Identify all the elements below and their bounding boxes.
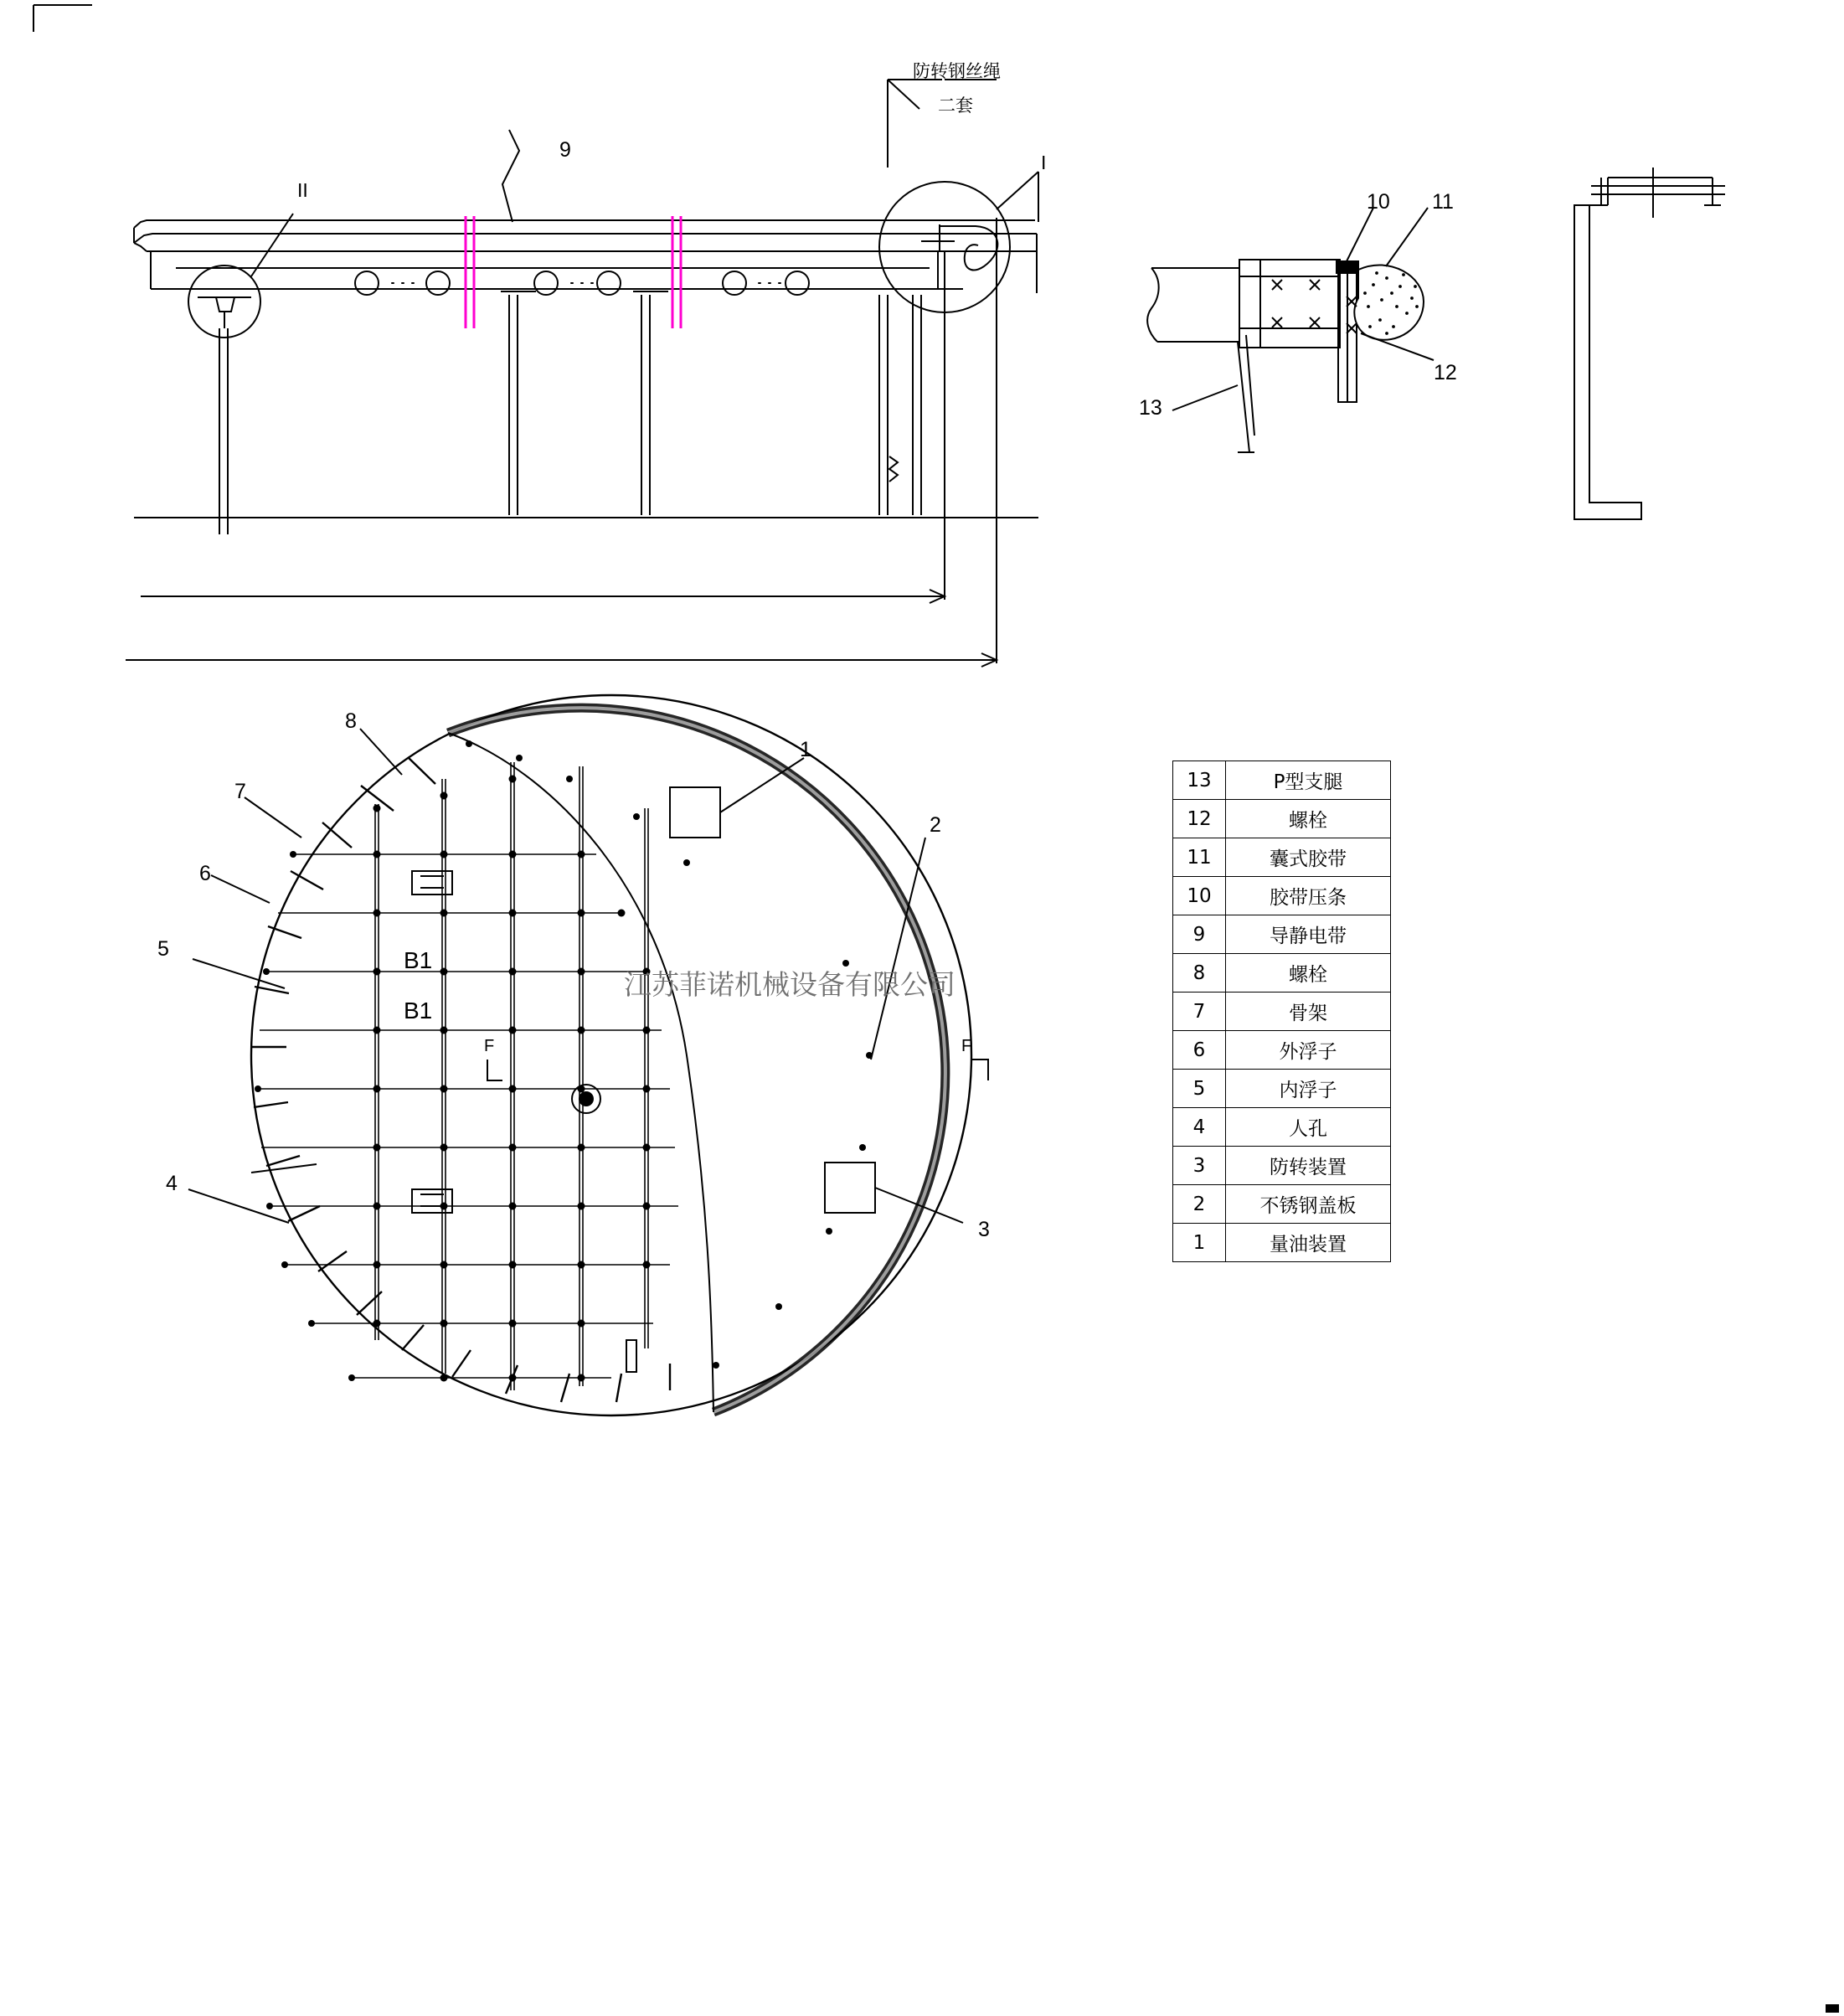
callout-detail-10: 10 (1367, 190, 1390, 214)
bom-item-number: 1 (1173, 1224, 1226, 1262)
plate-mark-b1-lower: B1 (404, 998, 433, 1023)
sheet-corner-marker (1826, 2004, 1839, 2013)
bom-item-number: 11 (1173, 838, 1226, 877)
bom-row (1173, 877, 1391, 915)
bom-item-name: 螺栓 (1226, 800, 1391, 838)
bom-item-number: 8 (1173, 954, 1226, 993)
callout-detail-11: 11 (1432, 190, 1454, 214)
note-two-sets: 二套 (938, 95, 973, 116)
bom-item-number: 5 (1173, 1070, 1226, 1108)
bom-row (1173, 954, 1391, 993)
bom-row (1173, 1147, 1391, 1185)
callout-plan-8: 8 (345, 709, 357, 733)
bom-item-number: 13 (1173, 761, 1226, 800)
callout-elevation-9: 9 (559, 138, 571, 162)
bom-item-name: 螺栓 (1226, 954, 1391, 993)
bom-item-name: P型支腿 (1226, 761, 1391, 800)
callout-plan-4: 4 (166, 1172, 178, 1195)
plate-mark-b1-upper: B1 (404, 947, 433, 973)
detail-mark-ii: II (297, 179, 308, 201)
detail-mark-i: I (1041, 152, 1047, 173)
bom-row (1173, 1185, 1391, 1224)
bom-item-name: 防转装置 (1226, 1147, 1391, 1185)
bom-row (1173, 1108, 1391, 1147)
bom-item-name: 导静电带 (1226, 915, 1391, 954)
callout-plan-5: 5 (157, 937, 169, 961)
bom-item-name: 外浮子 (1226, 1031, 1391, 1070)
bom-item-number: 7 (1173, 993, 1226, 1031)
callout-plan-1: 1 (800, 738, 811, 761)
bom-body (1173, 761, 1391, 1262)
bom-item-number: 2 (1173, 1185, 1226, 1224)
bom-row (1173, 761, 1391, 800)
bom-row (1173, 838, 1391, 877)
bom-row (1173, 993, 1391, 1031)
bom-item-number: 6 (1173, 1031, 1226, 1070)
bom-item-name: 人孔 (1226, 1108, 1391, 1147)
callout-plan-6: 6 (199, 862, 211, 885)
bom-item-name: 囊式胶带 (1226, 838, 1391, 877)
bom-item-number: 9 (1173, 915, 1226, 954)
bom-item-name: 不锈钢盖板 (1226, 1185, 1391, 1224)
bom-item-number: 4 (1173, 1108, 1226, 1147)
bom-item-number: 10 (1173, 877, 1226, 915)
callout-detail-12: 12 (1434, 361, 1457, 384)
bom-item-number: 3 (1173, 1147, 1226, 1185)
bom-item-name: 骨架 (1226, 993, 1391, 1031)
bom-row (1173, 1031, 1391, 1070)
callout-detail-13: 13 (1139, 396, 1162, 420)
section-mark-f-right: F (961, 1037, 972, 1055)
note-anti-rotation-cable: 防转钢丝绳 (913, 61, 1001, 81)
bill-of-materials-table (1172, 761, 1391, 1262)
section-mark-f-left: F (484, 1037, 495, 1055)
callout-plan-3: 3 (978, 1218, 990, 1241)
callout-plan-7: 7 (234, 780, 246, 803)
bom-item-name: 胶带压条 (1226, 877, 1391, 915)
bom-item-name: 内浮子 (1226, 1070, 1391, 1108)
callout-plan-2: 2 (930, 813, 941, 837)
bom-row (1173, 1070, 1391, 1108)
bom-item-name: 量油装置 (1226, 1224, 1391, 1262)
bom-row (1173, 915, 1391, 954)
bom-row (1173, 1224, 1391, 1262)
bom-item-number: 12 (1173, 800, 1226, 838)
company-watermark: 江苏菲诺机械设备有限公司 (624, 968, 955, 1001)
bom-row (1173, 800, 1391, 838)
